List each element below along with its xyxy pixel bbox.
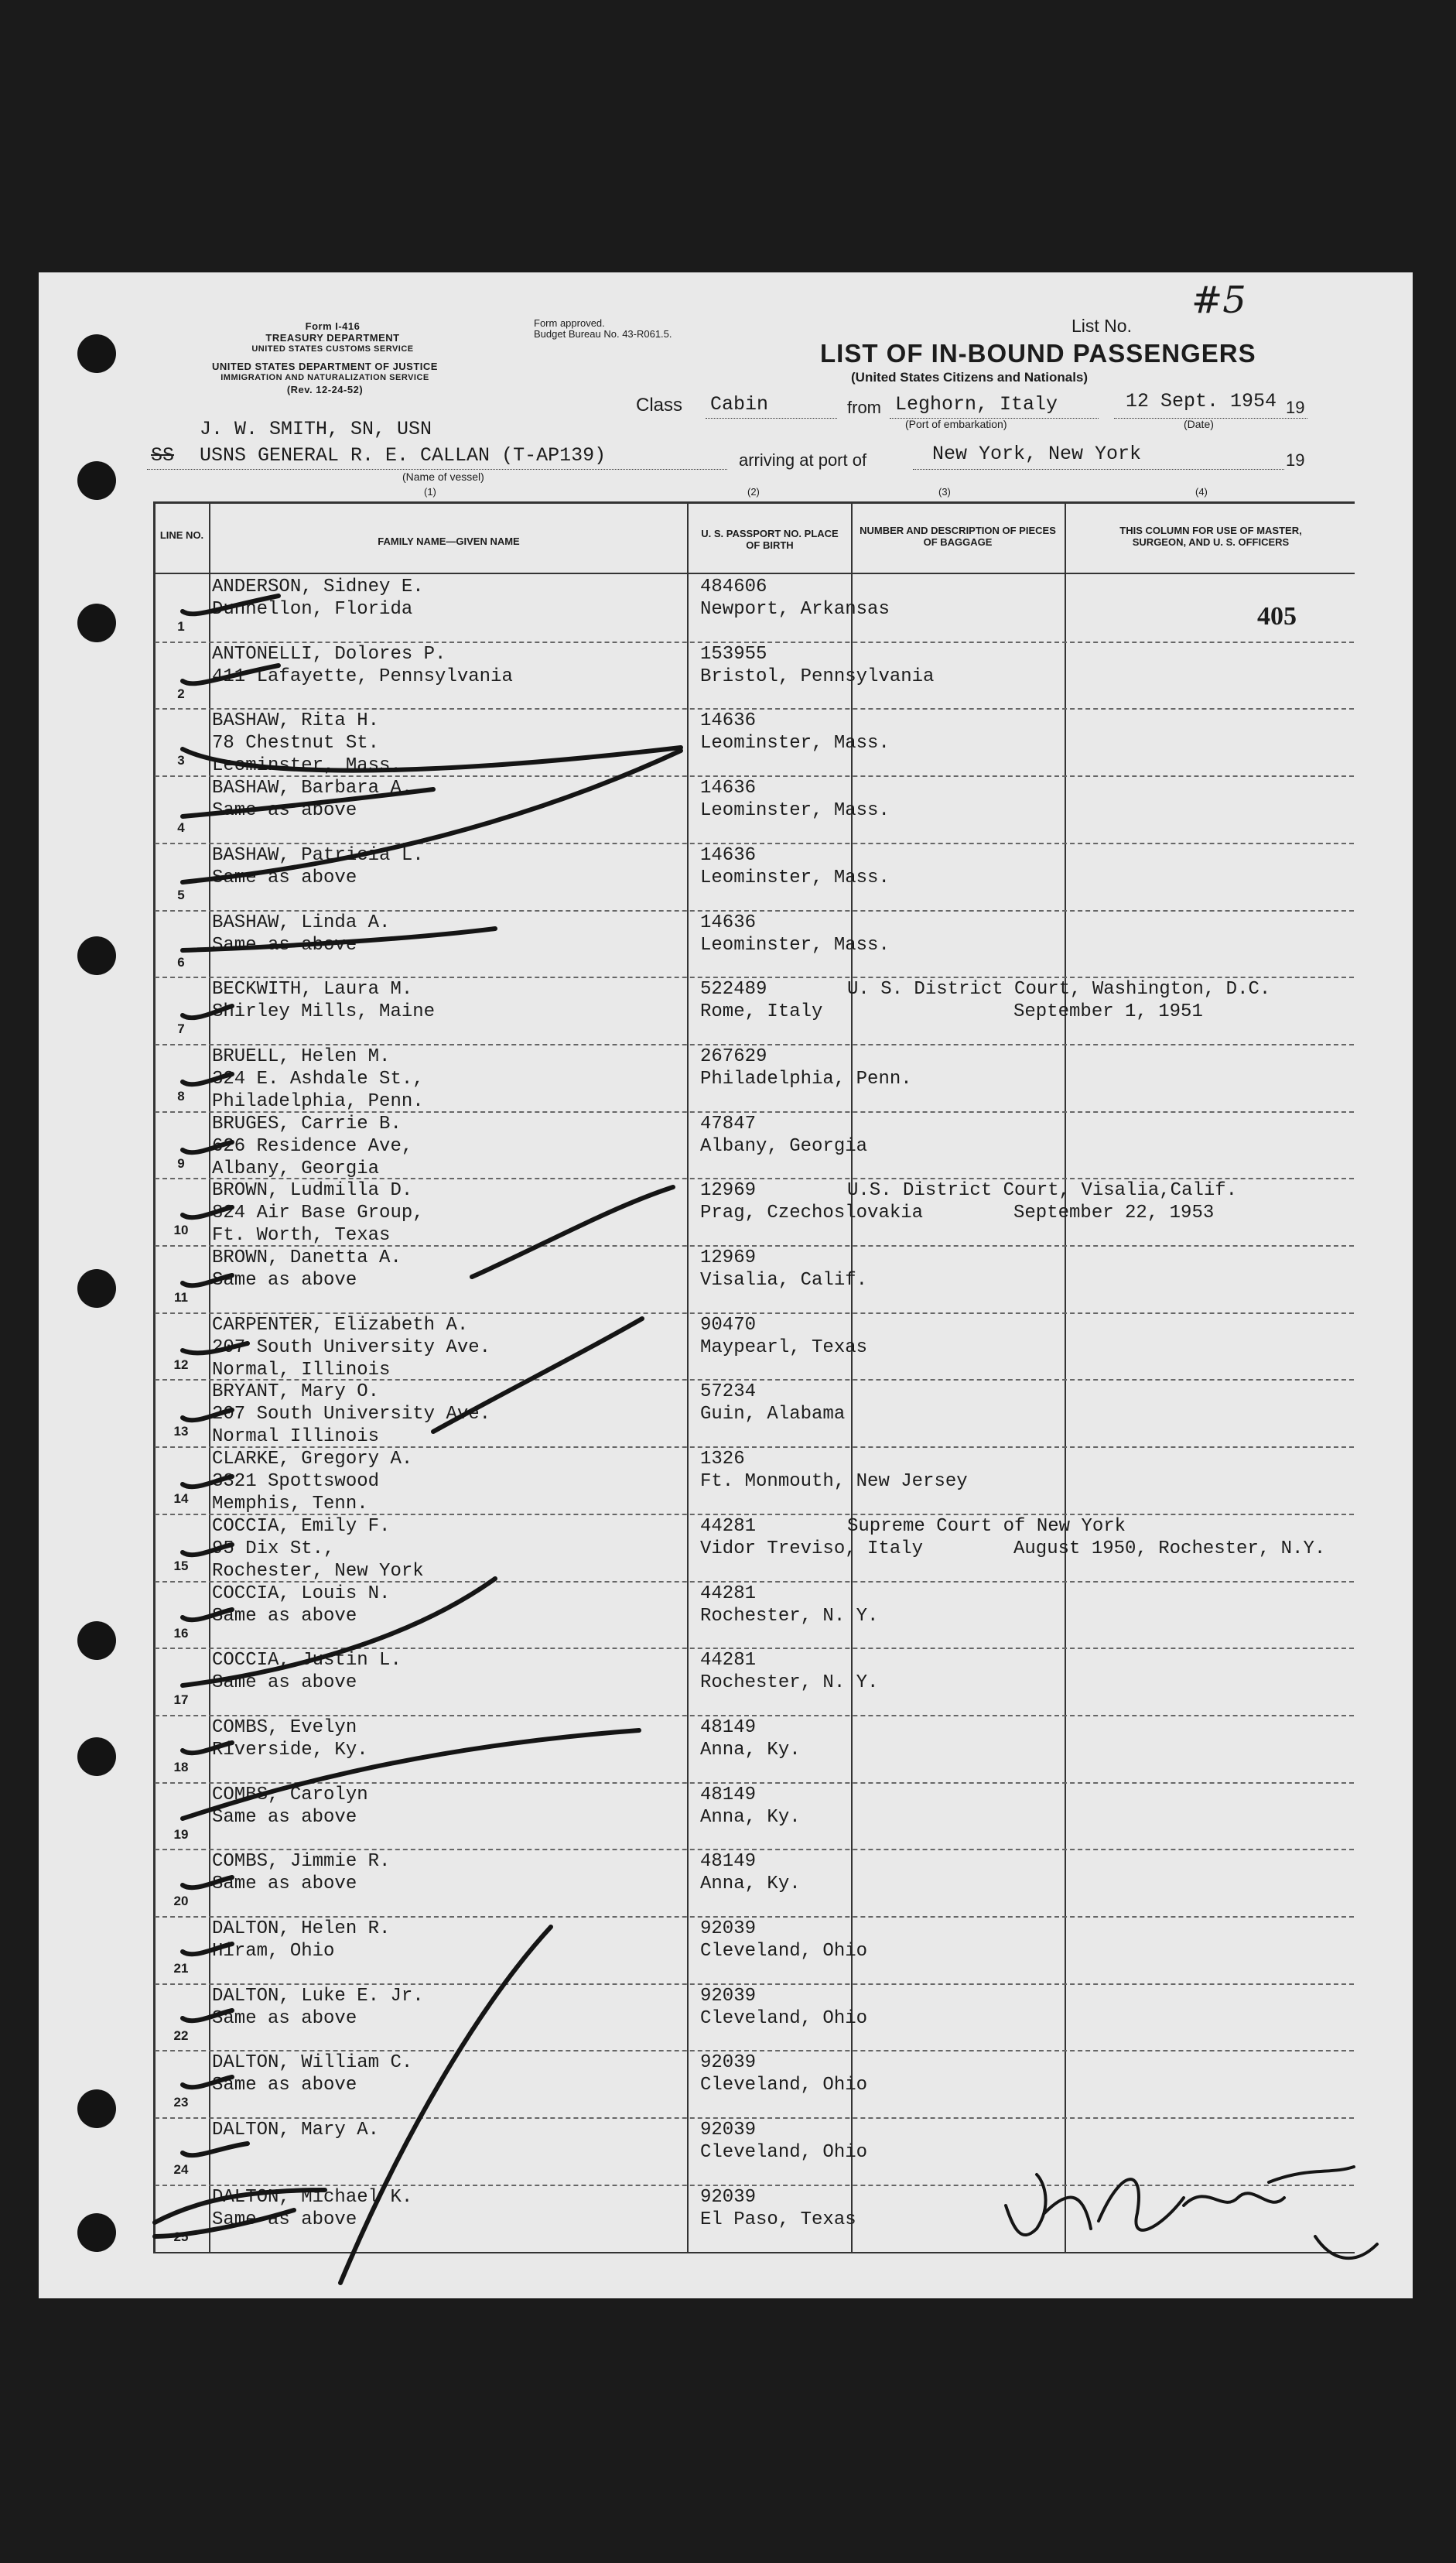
passport-number: 47847 [700, 1113, 757, 1134]
naturalization-note: U. S. District Court, Washington, D.C. [847, 979, 1271, 1001]
place-of-birth: Cleveland, Ohio [700, 2142, 868, 2164]
line-number: 25 [173, 2229, 189, 2244]
place-of-birth: Leominster, Mass. [700, 934, 890, 956]
line-number: 8 [177, 1088, 185, 1104]
list-no-value: #5 [1191, 279, 1246, 322]
place-of-birth: Rochester, N. Y. [700, 1605, 879, 1627]
place-of-birth: Newport, Arkansas [700, 599, 890, 620]
form-title: LIST OF IN-BOUND PASSENGERS [820, 339, 1256, 368]
passport-number: 484606 [700, 577, 767, 597]
passenger-address: 78 Chestnut St. [212, 733, 380, 755]
passenger-name: CLARKE, Gregory A. [212, 1449, 413, 1470]
line-number: 4 [177, 820, 185, 836]
line-number: 15 [173, 1558, 189, 1573]
passenger-address: 207 South University Ave. [212, 1404, 491, 1425]
budget-bureau: Budget Bureau No. 43-R061.5. [534, 328, 672, 340]
place-of-birth: Philadelphia, Penn. [700, 1068, 912, 1090]
class-label: Class [636, 395, 683, 416]
passenger-name: BASHAW, Rita H. [212, 710, 380, 732]
passport-number: 48149 [700, 1716, 757, 1738]
list-no-label: List No. [1071, 316, 1132, 336]
line-number: 10 [173, 1223, 189, 1238]
form-number: Form I-416 [305, 320, 361, 332]
from-label: from [847, 398, 881, 417]
line-number: 11 [174, 1290, 188, 1305]
date-year-suffix: 19 [1286, 398, 1305, 417]
passport-number: 48149 [700, 1784, 757, 1805]
passenger-name: BROWN, Danetta A. [212, 1247, 402, 1268]
col-header-passport: U. S. PASSPORT NO. PLACE OF BIRTH [701, 528, 839, 551]
passenger-name: DALTON, William C. [212, 2052, 413, 2074]
passenger-address: 207 South University Ave. [212, 1336, 491, 1358]
line-number: 14 [173, 1491, 189, 1507]
passenger-name: BASHAW, Linda A. [212, 912, 391, 933]
passenger-name: BECKWITH, Laura M. [212, 979, 413, 1001]
naturalization-note: August 1950, Rochester, N.Y. [1013, 1538, 1326, 1559]
line-number: 6 [177, 954, 185, 970]
passenger-name: BASHAW, Patricia L. [212, 844, 424, 866]
treasury-dept: TREASURY DEPARTMENT [265, 332, 400, 344]
passenger-address: Ft. Worth, Texas [212, 1225, 391, 1247]
passenger-name: COMBS, Jimmie R. [212, 1851, 391, 1873]
col-header-line: LINE NO. [159, 529, 204, 541]
passenger-address: Same as above [212, 1806, 357, 1828]
place-of-birth: Leominster, Mass. [700, 733, 890, 755]
col-num-2: (2) [747, 486, 760, 498]
page-stamp: 405 [1257, 602, 1297, 631]
place-of-birth: Vidor Treviso, Italy [700, 1538, 924, 1559]
place-of-birth: Visalia, Calif. [700, 1270, 868, 1291]
date-caption: (Date) [1184, 418, 1214, 430]
passport-number: 14636 [700, 778, 757, 799]
arrival-year: 19 [1286, 450, 1305, 470]
arrival-port: New York, New York [932, 443, 1142, 465]
passport-number: 44281 [700, 1650, 757, 1672]
passenger-address: Hiram, Ohio [212, 1941, 335, 1962]
naturalization-note: September 22, 1953 [1013, 1203, 1215, 1224]
form-subtitle: (United States Citizens and Nationals) [851, 370, 1089, 385]
passport-number: 14636 [700, 844, 757, 866]
col-num-1: (1) [424, 486, 436, 498]
passport-number: 12969 [700, 1180, 757, 1202]
ins-service: IMMIGRATION AND NATURALIZATION SERVICE [220, 373, 429, 382]
arriving-label: arriving at port of [739, 450, 867, 470]
passenger-address: Same as above [212, 2007, 357, 2029]
passenger-address: 95 Dix St., [212, 1538, 335, 1559]
passenger-address: 3321 Spottswood [212, 1471, 380, 1493]
line-number: 3 [177, 753, 185, 768]
embark-port: Leghorn, Italy [895, 393, 1058, 416]
master-name: J. W. SMITH, SN, USN [200, 418, 432, 440]
line-number: 1 [177, 619, 185, 634]
line-number: 21 [173, 1961, 189, 1976]
passport-number: 12969 [700, 1247, 757, 1268]
col-header-name: FAMILY NAME—GIVEN NAME [378, 536, 520, 547]
passenger-address: Rochester, New York [212, 1560, 424, 1582]
passenger-address: Albany, Georgia [212, 1158, 380, 1179]
col-num-4: (4) [1195, 486, 1208, 498]
passenger-address: Riverside, Ky. [212, 1739, 368, 1761]
col-header-officers: THIS COLUMN FOR USE OF MASTER, SURGEON, AND U. S. OFFICERS [1119, 525, 1302, 548]
line-number: 13 [173, 1424, 189, 1439]
line-number: 19 [173, 1826, 189, 1842]
line-number: 20 [173, 1894, 189, 1909]
passenger-address: Same as above [212, 2209, 357, 2230]
passenger-address: 324 E. Ashdale St., [212, 1068, 424, 1090]
passport-number: 57234 [700, 1381, 757, 1403]
passport-number: 14636 [700, 710, 757, 732]
passenger-name: BROWN, Ludmilla D. [212, 1180, 413, 1202]
passenger-address: Same as above [212, 800, 357, 822]
line-number: 22 [173, 2027, 189, 2043]
passenger-address: Same as above [212, 1605, 357, 1627]
line-number: 24 [173, 2162, 189, 2178]
col-num-3: (3) [938, 486, 951, 498]
line-number: 12 [173, 1357, 189, 1372]
passenger-name: COMBS, Evelyn [212, 1716, 357, 1738]
passport-number: 267629 [700, 1045, 767, 1067]
place-of-birth: El Paso, Texas [700, 2209, 856, 2230]
vessel-caption: (Name of vessel) [402, 471, 484, 483]
passenger-name: DALTON, Helen R. [212, 1918, 391, 1939]
passenger-address: Same as above [212, 934, 357, 956]
passenger-address: Shirley Mills, Maine [212, 1001, 436, 1023]
passport-number: 1326 [700, 1449, 745, 1470]
passenger-name: CARPENTER, Elizabeth A. [212, 1314, 469, 1336]
passport-number: 90470 [700, 1314, 757, 1336]
vessel-name: USNS GENERAL R. E. CALLAN (T-AP139) [200, 444, 607, 467]
passport-number: 153955 [700, 643, 767, 665]
line-number: 23 [173, 2095, 189, 2110]
passenger-address: Normal, Illinois [212, 1359, 391, 1381]
naturalization-note: U.S. District Court, Visalia,Calif. [847, 1180, 1238, 1202]
passport-number: 14636 [700, 912, 757, 933]
passenger-address: Memphis, Tenn. [212, 1494, 368, 1515]
passenger-name: DALTON, Michael K. [212, 2186, 413, 2208]
place-of-birth: Ft. Monmouth, New Jersey [700, 1471, 968, 1493]
passenger-address: Philadelphia, Penn. [212, 1090, 424, 1112]
passport-number: 92039 [700, 1985, 757, 2007]
place-of-birth: Rome, Italy [700, 1001, 823, 1023]
line-number: 5 [177, 887, 185, 902]
place-of-birth: Leominster, Mass. [700, 800, 890, 822]
passport-number: 44281 [700, 1583, 757, 1604]
passenger-address: Same as above [212, 1672, 357, 1694]
line-number: 16 [173, 1625, 189, 1641]
passport-number: 48149 [700, 1851, 757, 1873]
place-of-birth: Maypearl, Texas [700, 1336, 868, 1358]
place-of-birth: Cleveland, Ohio [700, 2075, 868, 2096]
place-of-birth: Bristol, Pennsylvania [700, 666, 935, 687]
passenger-name: COMBS, Carolyn [212, 1784, 368, 1805]
line-number: 2 [177, 686, 185, 701]
line-number: 7 [177, 1021, 185, 1037]
col-header-baggage: NUMBER AND DESCRIPTION OF PIECES OF BAGGAGE [860, 525, 1056, 548]
passenger-name: COCCIA, Justin L. [212, 1650, 402, 1672]
passenger-address: Same as above [212, 867, 357, 888]
ss-prefix: SS [151, 444, 175, 467]
place-of-birth: Cleveland, Ohio [700, 2007, 868, 2029]
passport-number: 92039 [700, 2186, 757, 2208]
passenger-name: DALTON, Luke E. Jr. [212, 1985, 424, 2007]
passenger-name: ANDERSON, Sidney E. [212, 577, 424, 597]
passenger-name: COCCIA, Louis N. [212, 1583, 391, 1604]
passport-number: 92039 [700, 1918, 757, 1939]
place-of-birth: Leominster, Mass. [700, 867, 890, 888]
sailing-date: 12 Sept. 1954 [1126, 390, 1277, 412]
passenger-address: Same as above [212, 1270, 357, 1291]
naturalization-note: Supreme Court of New York [847, 1515, 1126, 1537]
place-of-birth: Rochester, N. Y. [700, 1672, 879, 1694]
passenger-address: 411 Lafayette, Pennsylvania [212, 666, 513, 687]
customs-service: UNITED STATES CUSTOMS SERVICE [251, 344, 414, 354]
passenger-address: Same as above [212, 1873, 357, 1895]
place-of-birth: Anna, Ky. [700, 1806, 801, 1828]
class-value: Cabin [710, 393, 769, 416]
passport-number: 522489 [700, 979, 767, 1001]
passenger-name: BRYANT, Mary O. [212, 1381, 380, 1403]
place-of-birth: Prag, Czechoslovakia [700, 1203, 924, 1224]
passenger-name: ANTONELLI, Dolores P. [212, 643, 446, 665]
passenger-name: BRUELL, Helen M. [212, 1045, 391, 1067]
naturalization-note: September 1, 1951 [1013, 1001, 1203, 1023]
line-number: 17 [173, 1692, 189, 1708]
place-of-birth: Cleveland, Ohio [700, 1941, 868, 1962]
passport-number: 44281 [700, 1515, 757, 1537]
passenger-address: Leominster, Mass. [212, 755, 402, 777]
passenger-address: 626 Residence Ave, [212, 1135, 413, 1157]
port-caption: (Port of embarkation) [905, 418, 1007, 430]
passenger-name: COCCIA, Emily F. [212, 1515, 391, 1537]
passport-number: 92039 [700, 2120, 757, 2141]
line-number: 18 [173, 1759, 189, 1774]
passenger-address: Dunnellon, Florida [212, 599, 413, 620]
passenger-address: 824 Air Base Group, [212, 1203, 424, 1224]
place-of-birth: Albany, Georgia [700, 1135, 868, 1157]
passenger-name: BRUGES, Carrie B. [212, 1113, 402, 1134]
passenger-name: BASHAW, Barbara A. [212, 778, 413, 799]
place-of-birth: Anna, Ky. [700, 1739, 801, 1761]
justice-dept: UNITED STATES DEPARTMENT OF JUSTICE [212, 361, 438, 372]
revision-date: (Rev. 12-24-52) [286, 384, 364, 395]
passenger-name: DALTON, Mary A. [212, 2120, 380, 2141]
place-of-birth: Anna, Ky. [700, 1873, 801, 1895]
passenger-address: Normal Illinois [212, 1426, 380, 1448]
place-of-birth: Guin, Alabama [700, 1404, 846, 1425]
line-number: 9 [177, 1155, 185, 1171]
passport-number: 92039 [700, 2052, 757, 2074]
form-approved: Form approved. [534, 317, 605, 329]
passenger-address: Same as above [212, 2075, 357, 2096]
